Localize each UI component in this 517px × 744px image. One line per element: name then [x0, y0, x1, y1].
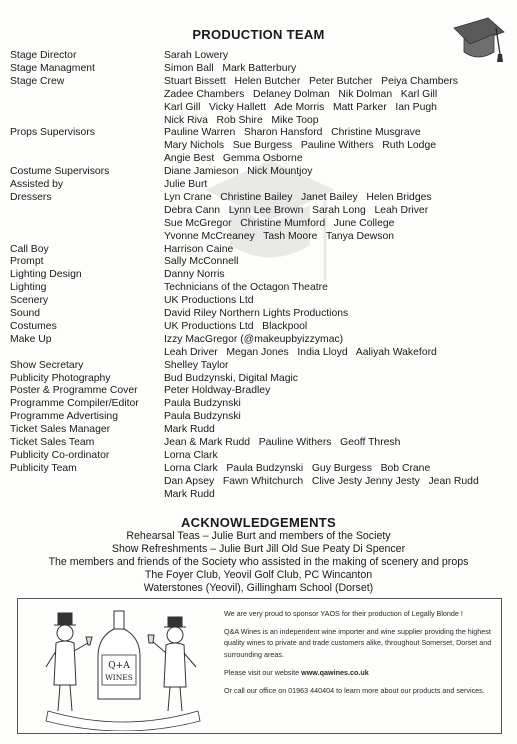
crew-role: Lighting	[10, 282, 47, 294]
crew-role: Publicity Photography	[10, 372, 111, 384]
crew-role: Scenery	[10, 295, 49, 307]
crew-name-line: Sally McConnell	[164, 256, 239, 268]
crew-name-line: Debra Cann Lynn Lee Brown Sarah Long Leah Driver	[164, 204, 429, 216]
crew-names	[164, 76, 509, 128]
website-prefix: Please visit our website	[224, 667, 302, 677]
left-gentleman-figure	[46, 613, 92, 711]
crew-name-line: Diane Jamieson Nick Mountjoy	[164, 166, 313, 178]
qa-wines-logo-illustration	[28, 607, 218, 731]
acknowledgement-line: The Foyer Club, Yeovil Golf Club, PC Wincanton	[144, 569, 373, 581]
crew-name-line: Zadee Chambers Delaney Dolman Nik Dolman Karl Gill	[164, 88, 438, 100]
crew-names	[164, 424, 509, 437]
crew-role: Stage Managment	[10, 62, 95, 74]
crew-name-line: Izzy MacGregor (@makeupbyizzymac)	[164, 333, 344, 345]
crew-names	[164, 321, 509, 334]
crew-name-line: Mary Nichols Sue Burgess Pauline Withers Ruth Lodge	[164, 140, 437, 152]
crew-role: Assisted by	[10, 179, 64, 190]
crew-names	[164, 295, 509, 308]
crew-role: Stage Director	[10, 50, 77, 61]
crew-name-line: Shelley Taylor	[164, 359, 229, 371]
crew-names	[164, 269, 509, 282]
crew-role: Call Boy	[10, 243, 49, 255]
crew-name-line: Technicians of the Octagon Theatre	[164, 282, 328, 294]
production-team-heading: PRODUCTION TEAM	[192, 27, 325, 42]
crew-names	[164, 192, 509, 244]
acknowledgement-line: Show Refreshments – Julie Burt Jill Old Sue Peaty Di Spencer	[111, 543, 406, 555]
crew-names	[164, 179, 509, 192]
crew-name-line: Dan Apsey Fawn Whitchurch Clive Jesty Jenny Jesty Jean Rudd	[164, 475, 479, 487]
crew-name-line: Danny Norris	[164, 269, 225, 281]
svg-text:WINES: WINES	[105, 673, 133, 682]
crew-name-line: Yvonne McCreaney Tash Moore Tanya Dewson	[164, 230, 395, 242]
crew-name-line: Paula Budzynski	[164, 398, 241, 410]
sponsor-text	[224, 608, 494, 703]
crew-role: Stage Crew	[10, 75, 65, 87]
crew-names	[164, 127, 509, 166]
crew-name-line: Sarah Lowery	[164, 50, 229, 61]
crew-names	[164, 463, 509, 502]
crew-role: Publicity Team	[10, 462, 77, 474]
crew-names	[164, 437, 509, 450]
crew-name-line: Julie Burt	[164, 179, 208, 190]
crew-names	[164, 308, 509, 321]
crew-role: Ticket Sales Manager	[10, 424, 111, 436]
crew-role: Ticket Sales Team	[10, 437, 95, 448]
crew-role: Poster & Programme Cover	[10, 385, 138, 397]
crew-name-line: David Riley Northern Lights Productions	[164, 308, 349, 319]
crew-names	[164, 244, 509, 257]
crew-name-line: Karl Gill Vicky Hallett Ade Morris Matt Parker Ian Pugh	[164, 101, 437, 113]
crew-name-line: Paula Budzynski	[164, 411, 241, 423]
crew-names	[164, 334, 509, 360]
crew-name-line: Harrison Caine	[164, 243, 234, 255]
sponsor-description: Q&A Wines is an independent wine importer and wine supplier providing the highest quality wines to private and trade customers alike, throughout Somerset, Dorset and surrounding areas.	[224, 627, 492, 659]
crew-name-line: Sue McGregor Christine Mumford June College	[164, 217, 395, 229]
crew-name-line: Mark Rudd	[164, 424, 215, 436]
crew-names	[164, 398, 509, 411]
sponsor-website-line	[224, 667, 494, 678]
crew-names	[164, 50, 509, 63]
crew-name-line: Bud Budzynski, Digital Magic	[164, 372, 298, 384]
crew-names	[164, 166, 509, 179]
crew-role: Programme Compiler/Editor	[10, 398, 139, 410]
crew-name-line: Angie Best Gemma Osborne	[164, 153, 303, 165]
crew-name-line: UK Productions Ltd	[164, 295, 254, 307]
sponsor-advert	[17, 598, 502, 734]
acknowledgement-line: Rehearsal Teas – Julie Burt and members of the Society	[126, 530, 391, 542]
crew-name-line: Stuart Bissett Helen Butcher Peter Butcher Peiya Chambers	[164, 75, 458, 87]
crew-names	[164, 373, 509, 386]
crew-name-line: Leah Driver Megan Jones India Lloyd Aaliyah Wakeford	[164, 346, 437, 358]
crew-names	[164, 282, 509, 295]
crew-names	[164, 411, 509, 424]
crew-name-line: Lorna Clark	[164, 449, 218, 461]
acknowledgement-line: Waterstones (Yeovil), Gillingham School (Dorset)	[143, 582, 374, 594]
crew-name-line: Nick Riva Rob Shire Mike Toop	[164, 114, 319, 126]
sponsor-intro: We are very proud to sponsor YAOS for their production of Legally Blonde !	[224, 609, 463, 618]
crew-role: Props Supervisors	[10, 127, 95, 139]
crew-role: Prompt	[10, 256, 44, 268]
crew-names	[164, 256, 509, 269]
crew-name-line: Lyn Crane Christine Bailey Janet Bailey Helen Bridges	[164, 191, 432, 203]
crew-role: Make Up	[10, 333, 52, 345]
crew-name-line: Peter Holdway-Bradley	[164, 385, 271, 397]
acknowledgement-line: The members and friends of the Society who assisted in the making of scenery and props	[48, 556, 469, 568]
crew-role: Sound	[10, 308, 41, 319]
right-gentleman-figure	[148, 617, 196, 711]
crew-role: Publicity Co-ordinator	[10, 449, 110, 461]
sponsor-phone-line: Or call our office on 01963 440404 to learn more about our products and services.	[224, 686, 485, 696]
crew-name-line: UK Productions Ltd Blackpool	[164, 320, 308, 332]
crew-name-line: Lorna Clark Paula Budzynski Guy Burgess Bob Crane	[164, 462, 431, 474]
wine-bottle-logo	[98, 611, 140, 699]
crew-names	[164, 450, 509, 463]
crew-names	[164, 360, 509, 373]
svg-text:Q+A: Q+A	[108, 661, 130, 671]
crew-name-line: Pauline Warren Sharon Hansford Christine Musgrave	[164, 127, 421, 139]
crew-role: Programme Advertising	[10, 411, 118, 423]
crew-role: Show Secretary	[10, 359, 84, 371]
crew-role: Costume Supervisors	[10, 166, 110, 178]
crew-name-line: Simon Ball Mark Batterbury	[164, 62, 297, 74]
crew-names	[164, 385, 509, 398]
crew-role: Lighting Design	[10, 269, 82, 281]
crew-role: Costumes	[10, 320, 57, 332]
crew-name-line: Mark Rudd	[164, 488, 215, 500]
crew-role: Dressers	[10, 191, 52, 203]
website-link[interactable]: www.qawines.co.uk	[301, 667, 369, 677]
acknowledgements-heading: ACKNOWLEDGEMENTS	[180, 515, 337, 530]
crew-names	[164, 63, 509, 76]
crew-name-line: Jean & Mark Rudd Pauline Withers Geoff Thresh	[164, 437, 401, 448]
